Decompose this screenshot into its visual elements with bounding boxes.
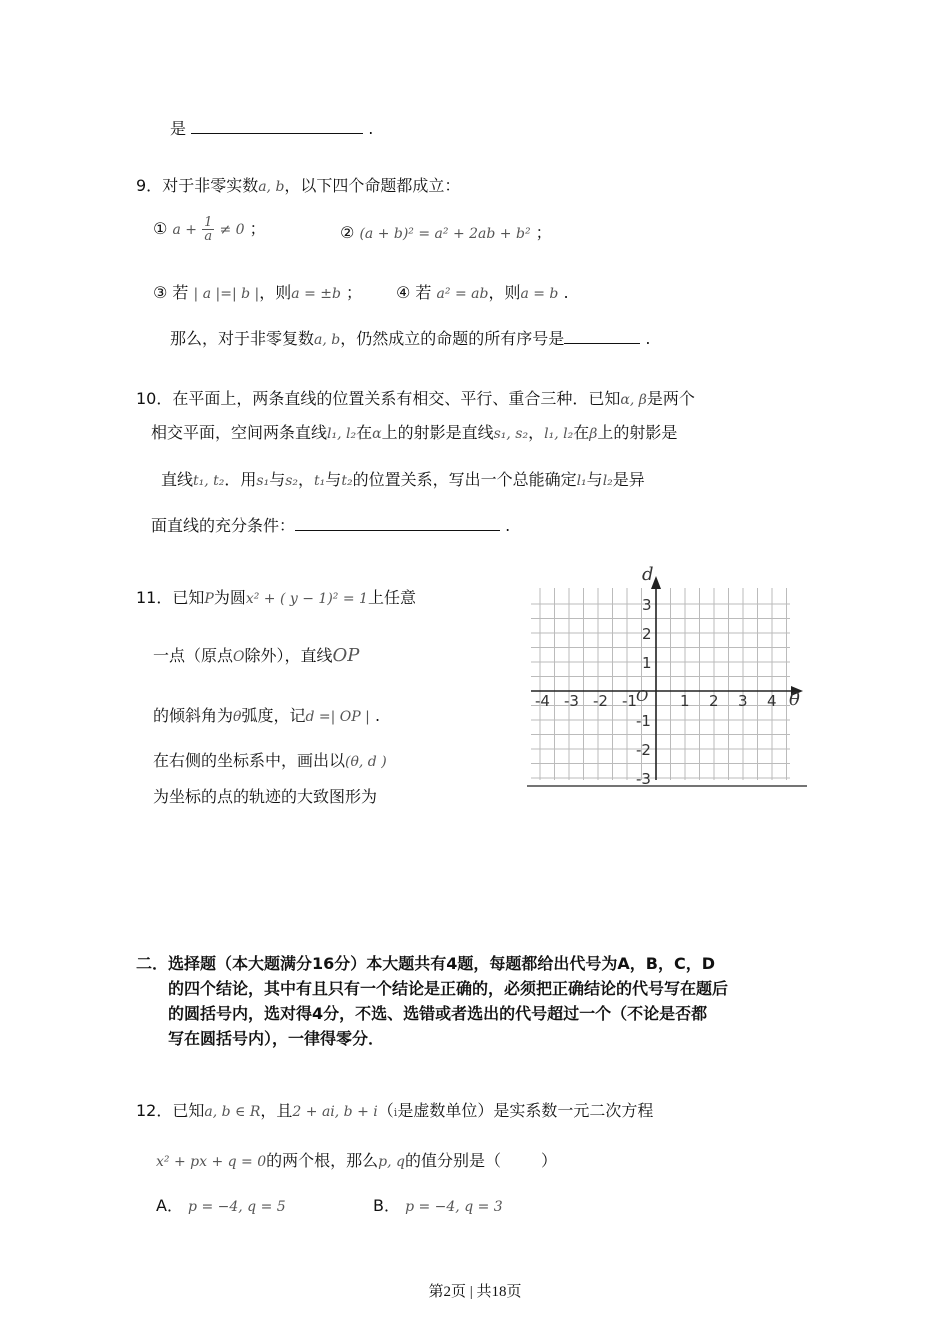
q9-stem-vars: a, b xyxy=(258,179,285,195)
q12-line2-close-paren: ） xyxy=(541,1151,558,1170)
q9-answer-blank[interactable] xyxy=(564,329,640,344)
q10-line3-l2: l₂ xyxy=(602,473,613,489)
q9-p3-mid: ，则 xyxy=(259,283,292,302)
q10-line2-text-2: 在 xyxy=(356,423,373,442)
q11-line-3 xyxy=(153,703,380,726)
q11-line2-text-2: 除外），直线 xyxy=(244,646,333,665)
q10-line3-text-3: 的位置关系，写出一个总能确定 xyxy=(352,470,577,489)
q11-line2-O: O xyxy=(233,649,245,665)
q10-line-1 xyxy=(136,386,695,409)
q9-prop-1 xyxy=(153,216,266,243)
q12-option-b-label: B． xyxy=(373,1196,400,1215)
q10-line3-t2: t₂ xyxy=(341,473,353,489)
q9-prop-3 xyxy=(153,280,362,303)
q12-line1-text-2: ，且 xyxy=(260,1101,293,1120)
page-number: 第2页 | 共18页 xyxy=(428,1284,522,1300)
y-tick-label: 2 xyxy=(642,625,652,643)
origin-label: O xyxy=(636,687,649,705)
q10-line2-vars-3: l₁, l₂ xyxy=(544,426,574,442)
q12-option-b[interactable] xyxy=(373,1193,503,1216)
q10-line2-text: 相交平面，空间两条直线 xyxy=(151,423,328,442)
q12-line2-text-2: 的值分别是（ xyxy=(404,1151,501,1170)
q9-p3-mark: ③ 若 xyxy=(153,283,189,302)
q10-number: 10． xyxy=(136,389,173,408)
q10-line3-vars: t₁, t₂ xyxy=(193,473,225,489)
x-tick-label: -3 xyxy=(564,692,579,710)
q12-number: 12． xyxy=(136,1101,173,1120)
q10-answer-blank[interactable] xyxy=(295,516,500,531)
x-tick-label: 2 xyxy=(709,692,719,710)
y-tick-label: -1 xyxy=(636,712,651,730)
q9-p3-end: ； xyxy=(346,283,363,302)
q11-line-2 xyxy=(153,643,359,666)
q10-line2-vars: l₁, l₂ xyxy=(327,426,357,442)
q11-line3-math: d =| OP | xyxy=(305,709,370,725)
q11-number: 11． xyxy=(136,588,173,607)
q12-option-a-math: p = −4, q = 5 xyxy=(188,1199,286,1215)
q12-option-b-math: p = −4, q = 3 xyxy=(405,1199,503,1215)
page-footer xyxy=(0,1280,950,1301)
q9-p4-end: . xyxy=(563,283,569,302)
q9-p4-math-2: a = b xyxy=(520,286,559,302)
q9-ask-end: . xyxy=(645,329,651,348)
q10-line3-s1: s₁ xyxy=(256,473,270,489)
q11-line2-OP: OP xyxy=(332,645,360,666)
section2-line-3 xyxy=(168,1001,707,1024)
q10-line2-text-4: 在 xyxy=(573,423,590,442)
q10-line2-vars-2: s₁, s₂ xyxy=(493,426,529,442)
q10-line3-text-2: ．用 xyxy=(224,470,257,489)
section2-line3: 的圆括号内，选对得4分，不选、选错或者选出的代号超过一个（不论是否都 xyxy=(168,1004,708,1023)
q10-line3-comma: ， xyxy=(298,470,315,489)
q11-line-5 xyxy=(153,784,377,807)
q11-line-4 xyxy=(153,748,387,771)
q11-line2-text: 一点（原点 xyxy=(153,646,234,665)
q10-line2-alpha: α xyxy=(372,426,382,442)
q12-option-a[interactable] xyxy=(156,1193,286,1216)
q10-line2-comma: ， xyxy=(528,423,545,442)
q9-p1-math: a + xyxy=(172,222,197,238)
y-tick-label: -3 xyxy=(636,770,651,788)
q9-p1-fraction xyxy=(202,216,214,243)
q10-line2-text-5: 上的射影是 xyxy=(597,423,678,442)
q10-line3-with: 与 xyxy=(269,470,286,489)
x-tick-label: -1 xyxy=(622,692,637,710)
q9-prop-2 xyxy=(340,220,552,243)
x-tick-label: 4 xyxy=(767,692,777,710)
section2-number: 二． xyxy=(136,954,169,973)
grid-lines xyxy=(531,588,790,780)
q8-tail-text: 是 xyxy=(170,119,187,138)
section2-line-2 xyxy=(168,976,728,999)
q11-circle-equation: x² + ( y − 1)² = 1 xyxy=(245,591,368,607)
q11-line3-text-2: 弧度，记 xyxy=(241,706,306,725)
x-tick-label: -4 xyxy=(535,692,550,710)
q10-line1-text: 在平面上，两条直线的位置关系有相交、平行、重合三种．已知 xyxy=(172,389,621,408)
q11-line5-text: 为坐标的点的轨迹的大致图形为 xyxy=(153,787,378,806)
q12-line1-i: i xyxy=(393,1106,398,1119)
y-tick-label: 1 xyxy=(642,654,652,672)
section2-heading-line-1 xyxy=(136,951,715,974)
q12-line1-text-3: 是虚数单位）是实系数一元二次方程 xyxy=(397,1101,654,1120)
q10-line1-vars: α, β xyxy=(620,392,647,408)
q11-line1-text: 已知 xyxy=(172,588,205,607)
q8-tail xyxy=(170,116,373,139)
q12-line-1 xyxy=(136,1098,653,1121)
q9-ask-text-2: ，仍然成立的命题的所有序号是 xyxy=(340,329,565,348)
q9-number: 9． xyxy=(136,176,163,195)
q12-line-2 xyxy=(156,1148,557,1171)
q12-line1-paren: （ xyxy=(377,1101,394,1120)
q12-option-a-label: A． xyxy=(156,1196,183,1215)
section2-line1: 选择题（本大题满分16分）本大题共有4题，每题都给出代号为A，B，C，D xyxy=(168,954,716,973)
q8-answer-blank[interactable] xyxy=(191,119,363,134)
q11-line-1 xyxy=(136,585,416,608)
q10-line2-text-3: 上的射影是直线 xyxy=(381,423,494,442)
q11-line3-end: . xyxy=(374,706,381,725)
y-tick-label: -2 xyxy=(636,741,651,759)
d-axis-label: d xyxy=(642,564,654,585)
q8-tail-end: . xyxy=(368,119,374,138)
q9-p2-mark: ② xyxy=(340,223,355,242)
q11-line1-text-3: 上任意 xyxy=(367,588,416,607)
q9-p1-mark: ① xyxy=(153,219,168,238)
q10-line-2 xyxy=(151,420,677,443)
q9-ask-vars: a, b xyxy=(314,332,341,348)
q10-line4-text: 面直线的充分条件： xyxy=(151,516,296,535)
q12-roots: 2 + ai, b + i xyxy=(292,1104,378,1120)
q10-line1-text-2: 是两个 xyxy=(646,389,695,408)
q12-line2-text: 的两个根，那么 xyxy=(266,1151,379,1170)
q10-line-4 xyxy=(151,513,510,536)
q9-p4-mid: ，则 xyxy=(488,283,521,302)
section2-line4: 写在圆括号内），一律得零分． xyxy=(168,1029,385,1048)
q9-p4-mark: ④ 若 xyxy=(396,283,432,302)
q10-line3-with-3: 与 xyxy=(586,470,603,489)
q12-line2-vars: p, q xyxy=(378,1154,405,1170)
q11-line1-text-2: 为圆 xyxy=(213,588,246,607)
q11-line4-text: 在右侧的坐标系中，画出以 xyxy=(153,751,346,770)
q11-line1-P: P xyxy=(204,591,214,607)
q9-ask xyxy=(170,326,650,349)
q9-prop-4 xyxy=(396,280,569,303)
q10-line3-text-4: 是异 xyxy=(612,470,645,489)
q10-line3-s2: s₂ xyxy=(285,473,299,489)
q9-ask-text: 那么，对于非零复数 xyxy=(170,329,315,348)
x-tick-label: 1 xyxy=(680,692,690,710)
q10-line3-with-2: 与 xyxy=(325,470,342,489)
q10-line-3 xyxy=(161,467,645,490)
y-tick-label: 3 xyxy=(642,596,652,614)
q12-equation: x² + px + q = 0 xyxy=(156,1154,267,1170)
theta-axis-label: θ xyxy=(789,689,800,710)
q10-line4-end: . xyxy=(505,516,511,535)
q10-line3-l1: l₁ xyxy=(576,473,587,489)
q9-p2-math: (a + b)² = a² + 2ab + b² xyxy=(359,226,531,242)
q11-coordinate-grid[interactable] xyxy=(525,560,820,795)
section2-line2: 的四个结论，其中有且只有一个结论是正确的，必须把正确结论的代号写在题后 xyxy=(168,979,729,998)
q9-p1-end: ； xyxy=(249,219,266,238)
q12-line1-text: 已知 xyxy=(172,1101,205,1120)
x-tick-label: 3 xyxy=(738,692,748,710)
q9-p1-frac-num: 1 xyxy=(204,215,213,230)
q9-p3-math-2: a = ±b xyxy=(291,286,341,302)
q9-p1-frac-den: a xyxy=(204,229,213,244)
q9-p4-math: a² = ab xyxy=(436,286,489,302)
q10-line3-t1: t₁ xyxy=(314,473,326,489)
q9-p3-math: | a |=| b | xyxy=(193,286,260,302)
q9-stem xyxy=(136,173,460,196)
q11-line3-theta: θ xyxy=(233,709,242,725)
q12-line1-math: a, b ∈ R xyxy=(204,1104,261,1120)
q10-line3-text: 直线 xyxy=(161,470,194,489)
q9-p1-math-2: ≠ 0 xyxy=(219,222,245,238)
q9-p2-end: ； xyxy=(535,223,552,242)
q11-line3-text: 的倾斜角为 xyxy=(153,706,234,725)
q9-stem-text-2: ，以下四个命题都成立： xyxy=(284,176,461,195)
section2-line-4 xyxy=(168,1026,384,1049)
q9-stem-text: 对于非零实数 xyxy=(162,176,259,195)
q11-line4-math: (θ, d ) xyxy=(345,754,387,770)
q10-line2-beta: β xyxy=(589,426,598,442)
x-tick-label: -2 xyxy=(593,692,608,710)
